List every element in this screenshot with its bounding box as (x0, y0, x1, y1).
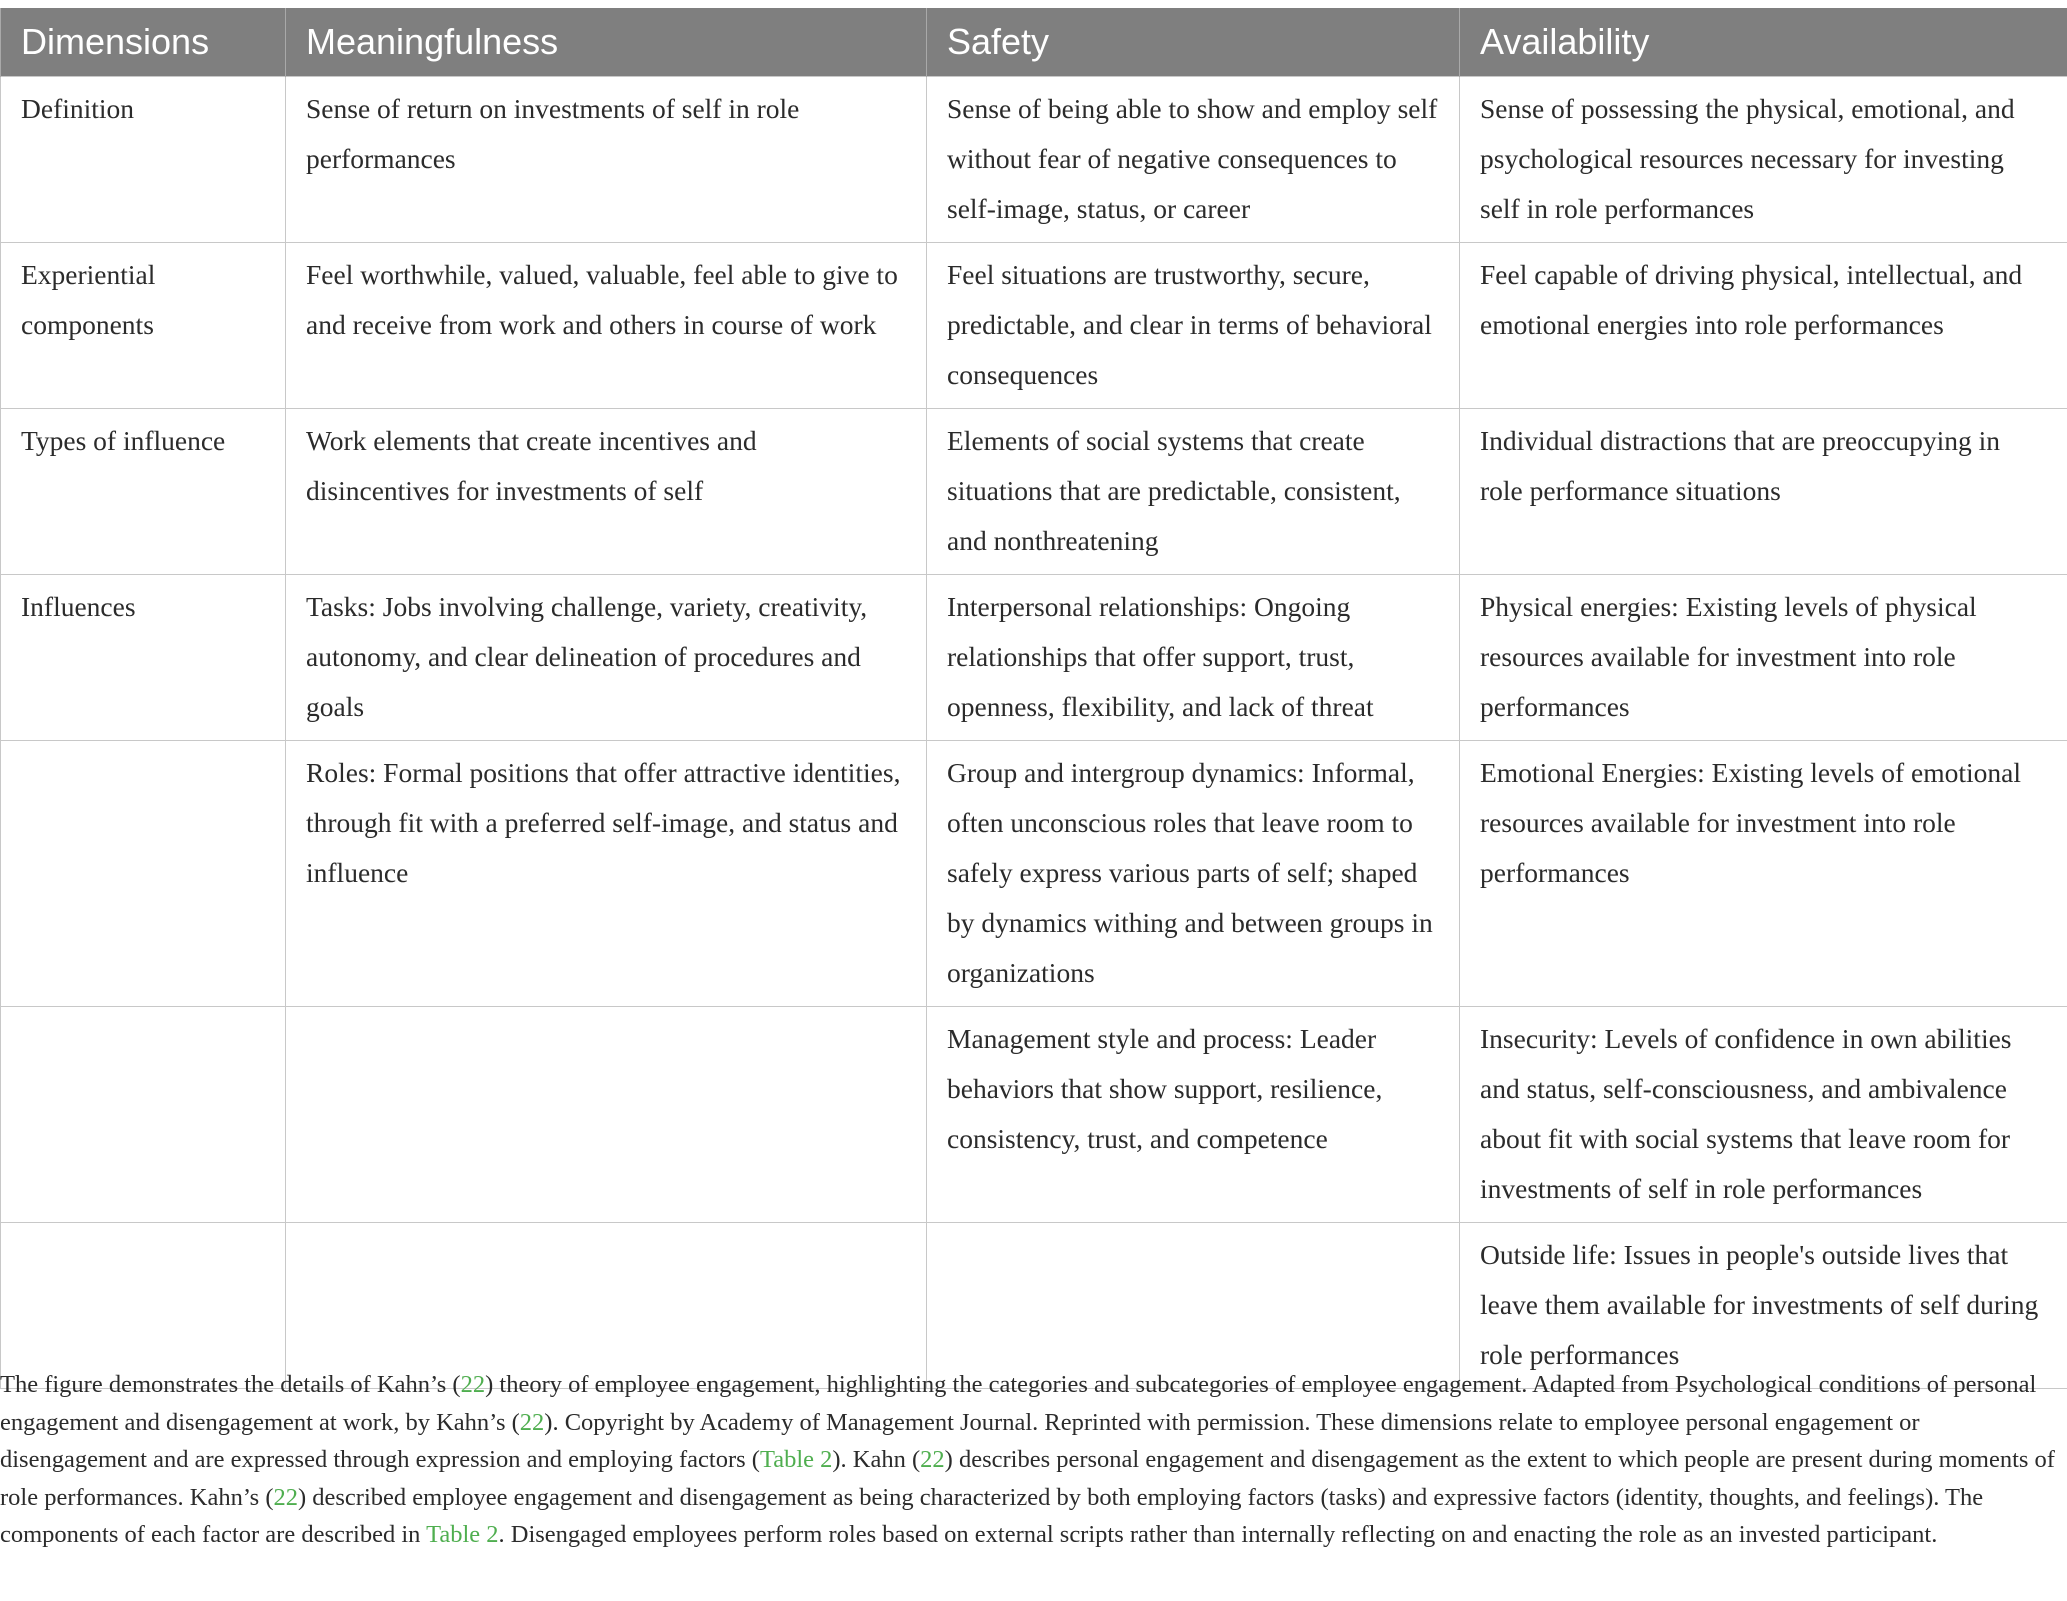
cell-meaningfulness: Sense of return on investments of self in role performances (286, 76, 927, 242)
cell-meaningfulness (286, 1222, 927, 1388)
caption-text: ) theory of employee engagement, highlighting the categories and subcategories of employee engagement. Adapted from Psychological conditions of personal engagement and disengagement at work, by Kahn’s ( (0, 1371, 2037, 1436)
table-row (1, 740, 2067, 1006)
table-row (1, 408, 2067, 574)
engagement-dimensions-table (0, 8, 2067, 1389)
table-body (1, 76, 2067, 1388)
header-safety: Safety (927, 8, 1460, 76)
table-header-row (1, 8, 2067, 76)
cell-dimension: Influences (1, 574, 286, 740)
cell-dimension: Definition (1, 76, 286, 242)
table-caption (0, 1366, 2060, 1554)
cell-availability: Insecurity: Levels of confidence in own abilities and status, self-consciousness, and ambivalence about fit with social systems that leave room for investments of self in role performances (1460, 1006, 2067, 1222)
cell-meaningfulness (286, 1006, 927, 1222)
cell-availability: Physical energies: Existing levels of physical resources available for investment into role performances (1460, 574, 2067, 740)
cell-safety: Management style and process: Leader behaviors that show support, resilience, consistency, trust, and competence (927, 1006, 1460, 1222)
cell-availability: Outside life: Issues in people's outside lives that leave them available for investments of self during role performances (1460, 1222, 2067, 1388)
table-header (1, 8, 2067, 76)
cell-dimension (1, 1006, 286, 1222)
table-row (1, 76, 2067, 242)
header-dimensions: Dimensions (1, 8, 286, 76)
cell-meaningfulness: Feel worthwhile, valued, valuable, feel able to give to and receive from work and others in course of work (286, 242, 927, 408)
caption-text: The figure demonstrates the details of Kahn’s ( (0, 1371, 461, 1398)
cell-availability: Feel capable of driving physical, intellectual, and emotional energies into role performances (1460, 242, 2067, 408)
cell-dimension (1, 740, 286, 1006)
table-2-link[interactable]: Table 2 (426, 1521, 499, 1548)
cell-safety: Group and intergroup dynamics: Informal, often unconscious roles that leave room to safely express various parts of self; shaped by dynamics withing and between groups in organizations (927, 740, 1460, 1006)
cell-safety: Interpersonal relationships: Ongoing relationships that offer support, trust, openness, flexibility, and lack of threat (927, 574, 1460, 740)
citation-link[interactable]: 22 (920, 1446, 945, 1473)
cell-meaningfulness: Work elements that create incentives and disincentives for investments of self (286, 408, 927, 574)
engagement-table-container (0, 8, 2067, 1389)
cell-dimension: Types of influence (1, 408, 286, 574)
cell-meaningfulness: Roles: Formal positions that offer attractive identities, through fit with a preferred self-image, and status and influence (286, 740, 927, 1006)
table-row (1, 1006, 2067, 1222)
header-availability: Availability (1460, 8, 2067, 76)
cell-meaningfulness: Tasks: Jobs involving challenge, variety, creativity, autonomy, and clear delineation of procedures and goals (286, 574, 927, 740)
citation-link[interactable]: 22 (460, 1371, 486, 1398)
cell-availability: Sense of possessing the physical, emotional, and psychological resources necessary for investing self in role performances (1460, 76, 2067, 242)
table-row (1, 574, 2067, 740)
table-2-link[interactable]: Table 2 (759, 1446, 833, 1473)
table-row (1, 1222, 2067, 1388)
cell-safety: Sense of being able to show and employ self without fear of negative consequences to self-image, status, or career (927, 76, 1460, 242)
cell-dimension: Experiential components (1, 242, 286, 408)
caption-text: ) describes personal engagement and disengagement as the extent to which people are present during moments of role performances. Kahn’s ( (0, 1446, 2055, 1511)
caption-text: ). Kahn ( (832, 1446, 921, 1473)
cell-safety: Feel situations are trustworthy, secure, predictable, and clear in terms of behavioral consequences (927, 242, 1460, 408)
caption-text: . Disengaged employees perform roles based on external scripts rather than internally reflecting on and enacting the role as an invested participant. (498, 1521, 1938, 1548)
cell-safety: Elements of social systems that create situations that are predictable, consistent, and nonthreatening (927, 408, 1460, 574)
cell-availability: Individual distractions that are preoccupying in role performance situations (1460, 408, 2067, 574)
citation-link[interactable]: 22 (273, 1483, 298, 1511)
cell-availability: Emotional Energies: Existing levels of emotional resources available for investment into role performances (1460, 740, 2067, 1006)
header-meaningfulness: Meaningfulness (286, 8, 927, 76)
table-row (1, 242, 2067, 408)
cell-dimension (1, 1222, 286, 1388)
citation-link[interactable]: 22 (519, 1408, 545, 1436)
caption-text: ) described employee engagement and disengagement as being characterized by both employing factors (tasks) and expressive factors (identity, thoughts, and feelings). The components of each factor are described in (0, 1483, 1984, 1548)
caption-text: ). Copyright by Academy of Management Journal. Reprinted with permission. These dimensions relate to employee personal engagement or disengagement and are expressed through expression and employing factors ( (0, 1408, 1920, 1473)
cell-safety (927, 1222, 1460, 1388)
